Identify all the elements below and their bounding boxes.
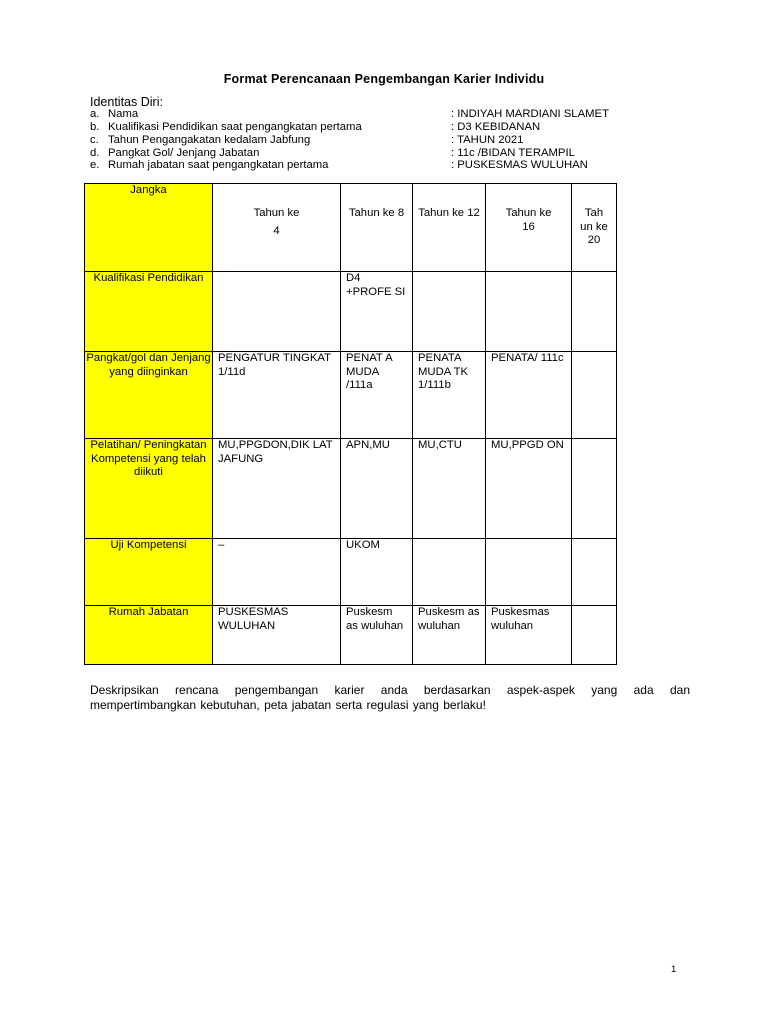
- header-tahun-4-number: 4: [273, 224, 280, 237]
- table-cell: PENGATUR TINGKAT 1/11d: [213, 352, 341, 439]
- row-label-rumah-jabatan: [85, 606, 213, 665]
- row-label-text: Pangkat/gol dan Jenjang yang diinginkan: [86, 352, 211, 378]
- table-cell: PENAT A MUDA /111a: [341, 352, 413, 439]
- table-cell: [486, 539, 572, 606]
- table-cell: APN,MU: [341, 439, 413, 539]
- header-tahun-16-label: Tahun ke 16: [505, 207, 552, 233]
- table-cell: PENATA/ 111c: [486, 352, 572, 439]
- description-paragraph: Deskripsikan rencana pengembangan karier anda berdasarkan aspek-aspek yang ada dan mempertimbangkan kebutuhan, peta jabatan serta regulasi yang berlaku!: [90, 683, 690, 712]
- table-row: [85, 352, 617, 439]
- table-header-row: [85, 184, 617, 272]
- identitas-letter: b.: [90, 121, 100, 133]
- row-label-uji-kompetensi: [85, 539, 213, 606]
- header-tahun-20-label: Tah un ke 20: [580, 207, 608, 246]
- header-tahun-4: [213, 184, 341, 272]
- table-cell: MU,CTU: [413, 439, 486, 539]
- identitas-label: Rumah jabatan saat pengangkatan pertama: [108, 159, 329, 171]
- table-cell: [413, 539, 486, 606]
- identitas-value: : 11c /BIDAN TERAMPIL: [451, 147, 575, 159]
- header-tahun-4-label: Tahun ke: [253, 207, 300, 219]
- document-title: Format Perencanaan Pengembangan Karier Individu: [223, 72, 545, 86]
- table-cell: Puskesm as wuluhan: [413, 606, 486, 665]
- header-tahun-8: [341, 184, 413, 272]
- identitas-label: Tahun Pengangakatan kedalam Jabfung: [108, 134, 311, 146]
- table-cell: MU,PPGDON,DIK LAT JAFUNG: [213, 439, 341, 539]
- header-tahun-12: [413, 184, 486, 272]
- identitas-letter: c.: [90, 134, 99, 146]
- identitas-value: : D3 KEBIDANAN: [451, 121, 541, 133]
- identitas-label: Kualifikasi Pendidikan saat pengangkatan pertama: [108, 121, 362, 133]
- identitas-letter: e.: [90, 159, 100, 171]
- table-cell: [572, 352, 617, 439]
- table-cell: PENATA MUDA TK 1/111b: [413, 352, 486, 439]
- row-label-text: Pelatihan/ Peningkatan Kompetensi yang telah diikuti: [90, 439, 207, 478]
- table-cell: [572, 272, 617, 352]
- identitas-value: : PUSKESMAS WULUHAN: [451, 159, 588, 171]
- table-cell: MU,PPGD ON: [486, 439, 572, 539]
- header-tahun-20: [572, 184, 617, 272]
- row-label-kualifikasi: [85, 272, 213, 352]
- table-cell: Puskesm as wuluhan: [341, 606, 413, 665]
- table-cell: [572, 606, 617, 665]
- identitas-label: Nama: [108, 108, 139, 120]
- identitas-letter: d.: [90, 147, 100, 159]
- table-cell: [486, 272, 572, 352]
- table-cell: [572, 539, 617, 606]
- career-plan-table: [84, 183, 617, 665]
- identitas-value: : TAHUN 2021: [451, 134, 524, 146]
- table-row: [85, 606, 617, 665]
- row-label-text: Uji Kompetensi: [110, 539, 187, 551]
- table-cell: [213, 272, 341, 352]
- identitas-letter: a.: [90, 108, 100, 120]
- page-number: 1: [671, 964, 677, 975]
- table-cell: –: [213, 539, 341, 606]
- table-cell: [572, 439, 617, 539]
- identitas-label: Pangkat Gol/ Jenjang Jabatan: [108, 147, 260, 159]
- table-row: [85, 439, 617, 539]
- header-tahun-16: [486, 184, 572, 272]
- table-cell: [413, 272, 486, 352]
- header-jangka: [85, 184, 213, 272]
- table-cell: D4 +PROFE SI: [341, 272, 413, 352]
- table-row: [85, 272, 617, 352]
- row-label-pangkat: [85, 352, 213, 439]
- table-cell: Puskesmas wuluhan: [486, 606, 572, 665]
- table-row: [85, 539, 617, 606]
- row-label-pelatihan: [85, 439, 213, 539]
- header-tahun-12-label: Tahun ke 12: [418, 207, 480, 219]
- table-cell: PUSKESMAS WULUHAN: [213, 606, 341, 665]
- header-jangka-label: Jangka: [130, 184, 167, 196]
- row-label-text: Kualifikasi Pendidikan: [93, 272, 204, 284]
- table-cell: UKOM: [341, 539, 413, 606]
- header-tahun-8-label: Tahun ke 8: [348, 207, 405, 219]
- identitas-heading: Identitas Diri:: [90, 95, 163, 109]
- identitas-value: : INDIYAH MARDIANI SLAMET: [451, 108, 609, 120]
- row-label-text: Rumah Jabatan: [108, 606, 189, 618]
